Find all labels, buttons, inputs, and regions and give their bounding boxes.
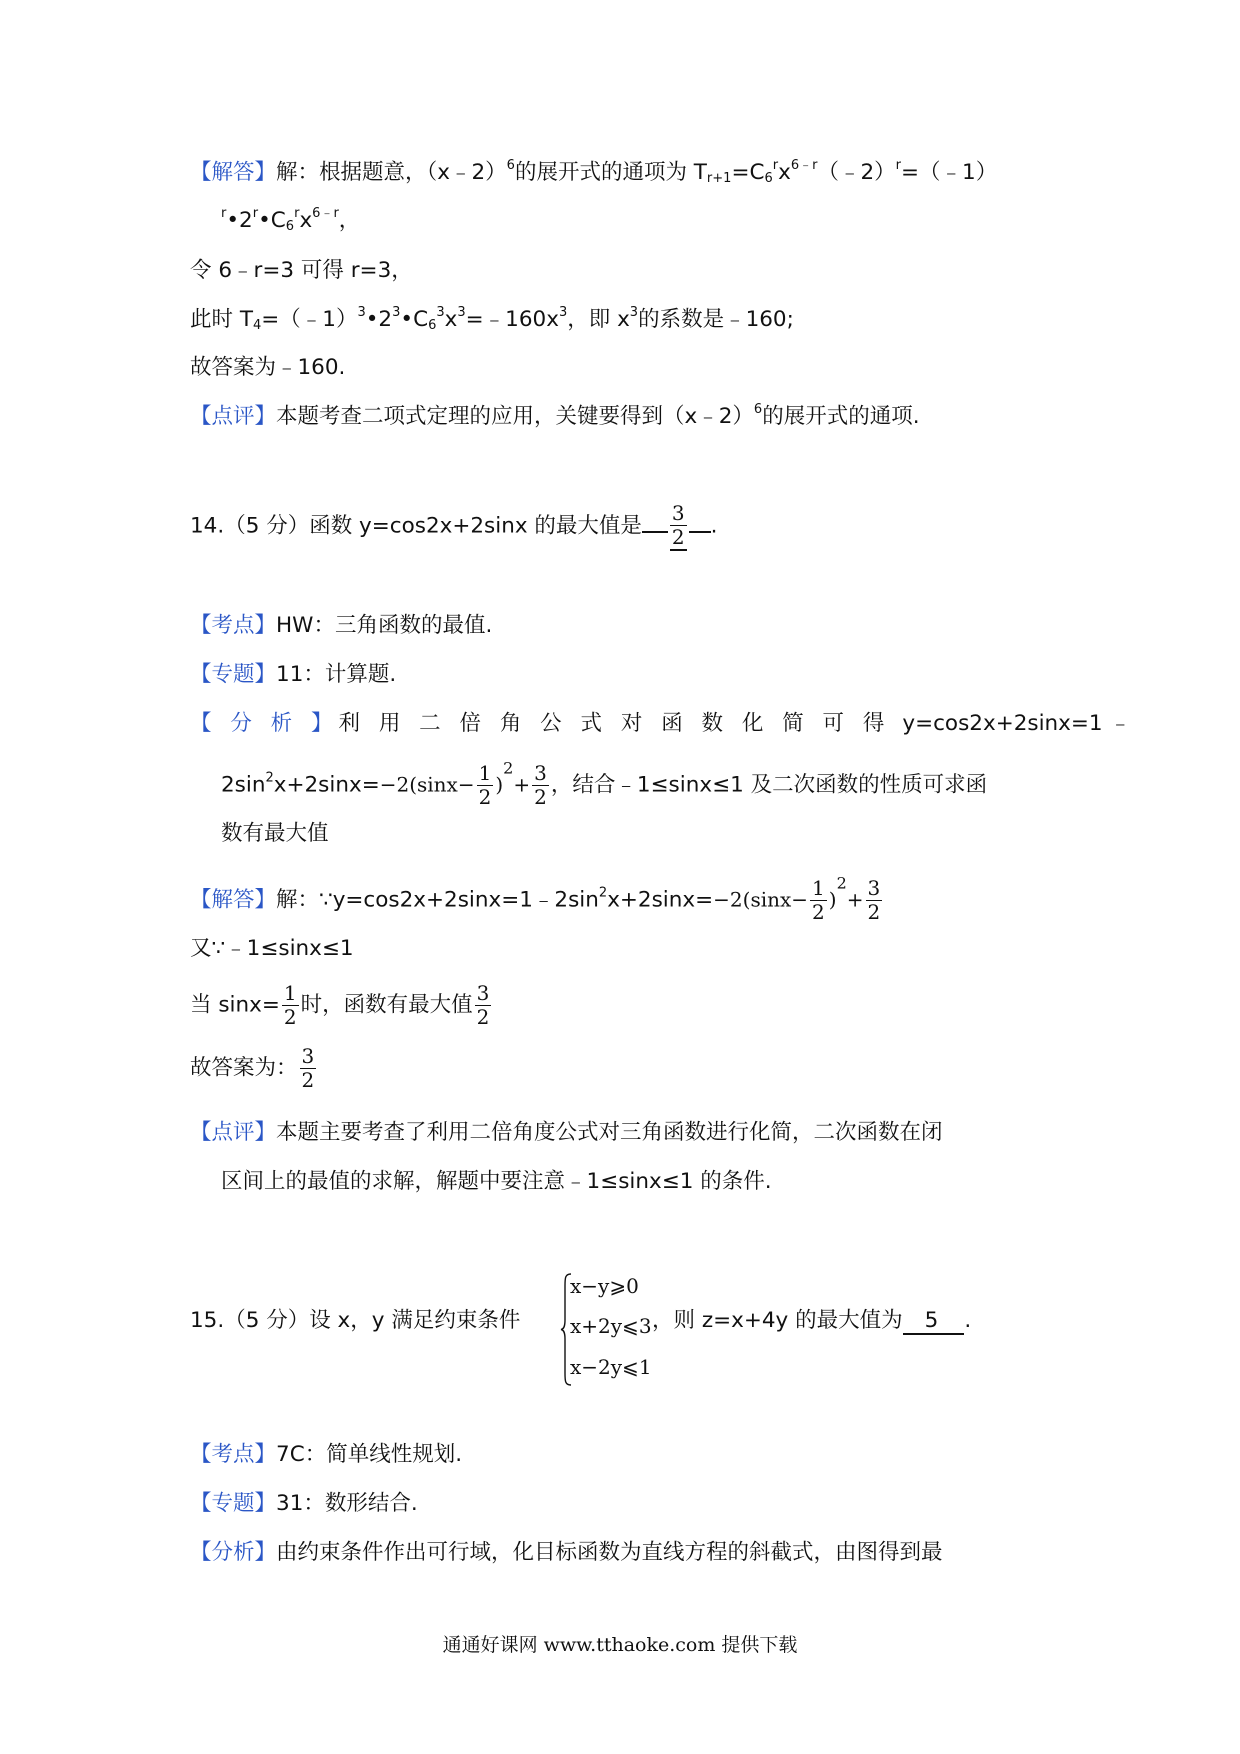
solution-tag: 【解答】 (190, 887, 277, 913)
q15-zhuanti: 【专题】31：数形结合. (190, 1491, 418, 1516)
q15-stem-right: ，则 z=x+4y 的最大值为 5 . (652, 1308, 972, 1333)
q13-solution-line1: 【解答】解：根据题意，（x﹣2）$^6$的展开式的通项为 $T_{r+1}=C_6^rx^{6﹣r}(﹣2)^r=(﹣1)$ (190, 158, 998, 186)
review-tag: 【点评】 (190, 1120, 277, 1145)
q15-kaodian: 【考点】7C：简单线性规划. (190, 1442, 463, 1467)
q14-review-line1: 【点评】本题主要考查了利用二倍角度公式对三角函数进行化简，二次函数在闭 (190, 1120, 943, 1145)
zhuanti-tag: 【专题】 (190, 1491, 277, 1516)
constraint-3: x−2y⩽1 (570, 1355, 652, 1379)
q13-solution-line4: 此时 $T_4=(﹣1)^3•2^3•C_6^3x^3=﹣160x^3$，即 $x^3$的系数是﹣160; (190, 305, 794, 333)
q13-solution-line3: 令 6﹣r=3 可得 r=3， (190, 258, 413, 283)
q14-review-line2: 区间上的最值的求解，解题中要注意﹣1≤sinx≤1 的条件. (221, 1169, 772, 1194)
zhuanti-tag: 【专题】 (190, 662, 277, 687)
analysis-tag: 【 分 析 】 (190, 711, 339, 736)
q14-analysis-line2: $2\sin^2x+2\sin x=-2(\sin x-$ $\frac{1}{2}$ )$^2$+ $\frac{3}{2}$ ，结合﹣1≤sinx≤1 及二次函数的性质可求函 (221, 758, 988, 809)
q14-kaodian: 【考点】HW：三角函数的最值. (190, 613, 493, 638)
q13-solution-line5: 故答案为﹣160. (190, 355, 346, 380)
analysis-tag: 【分析】 (190, 1540, 277, 1565)
three-halves-fraction: $\frac{3}{2}$ (534, 761, 547, 809)
q14-solution-line2: 又∵﹣1≤sinx≤1 (190, 936, 354, 961)
half-fraction: $\frac{1}{2}$ (478, 761, 492, 809)
q13-review: 【点评】本题考查二项式定理的应用，关键要得到（x﹣2）$^6$的展开式的通项. (190, 402, 920, 429)
kaodian-tag: 【考点】 (190, 1442, 277, 1467)
q14-solution-line3: 当 sinx= $\frac{1}{2}$ 时，函数有最大值 $\frac{3}{2}$ (190, 981, 490, 1029)
q15-answer: 5 (903, 1308, 965, 1335)
solution-tag: 【解答】 (190, 160, 277, 185)
q15-analysis: 【分析】由约束条件作出可行域，化目标函数为直线方程的斜截式，由图得到最 (190, 1540, 943, 1565)
constraint-1: x−y⩾0 (570, 1274, 639, 1298)
q14-stem: 14.（5 分）函数 y=cos2x+2sinx 的最大值是 $\frac{3}{2}$ . (190, 501, 718, 549)
kaodian-tag: 【考点】 (190, 613, 277, 638)
q14-answer-fraction: $\frac{3}{2}$ (671, 501, 685, 549)
q14-zhuanti: 【专题】11：计算题. (190, 662, 397, 687)
q14-solution-line4: 故答案为： $\frac{3}{2}$ (190, 1044, 315, 1092)
review-tag: 【点评】 (190, 404, 277, 429)
q14-analysis-line1: 【 分 析 】利 用 二 倍 角 公 式 对 函 数 化 简 可 得 y=cos2x+2sinx=1 ﹣ (190, 711, 1131, 736)
q14-solution-line1: 【解答】解：$\because y=\cos 2x+2\sin x=1﹣2\sin^2x+2\sin x=-2(\sin x-$ $\frac{1}{2}$ )$^2$+ $\frac{3}{2}$ (190, 873, 881, 924)
q14-analysis-line3: 数有最大值 (221, 821, 329, 846)
q15-stem-left: 15.（5 分）设 x，y 满足约束条件 (190, 1308, 521, 1333)
constraint-2: x+2y⩽3 (570, 1314, 652, 1338)
page-footer: 通通好课网 www.tthaoke.com 提供下载 (442, 1634, 798, 1656)
q13-solution-line2: $^r•2^r•C_6^rx^{6﹣r}$， (221, 206, 361, 234)
